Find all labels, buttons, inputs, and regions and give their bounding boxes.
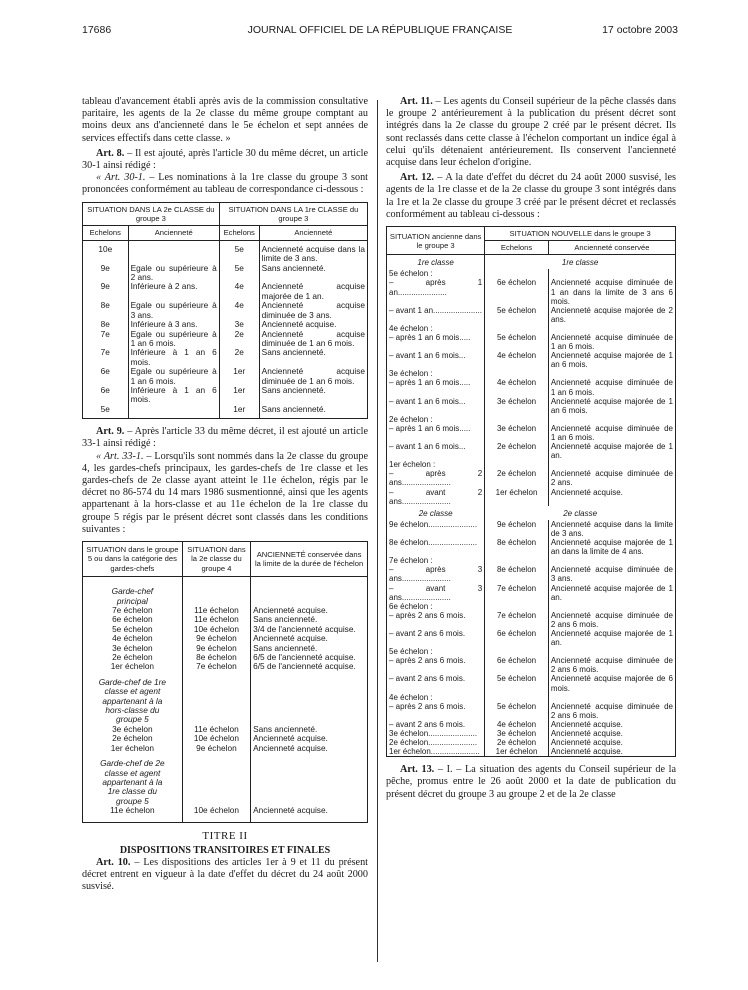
old-situation-cell: 8e échelon...................... [387, 538, 485, 556]
echelon-cell: 4e [219, 301, 259, 320]
col-header: Echelons [485, 241, 549, 255]
col-header: Echelons [83, 226, 129, 240]
table-row [387, 702, 676, 720]
table-row [83, 662, 368, 671]
article-33-1: « Art. 33-1. – Lorsqu'ils sont nommés dans la 2e classe du groupe 4, les gardes-chefs principaux, les gardes-chefs de 1re classe et les gardes-chefs de 2e classe ayant atteint le 11e échelon, régis par le décret no 86-574 du 14 mars 1986 susmentionné, ainsi que les agents appartenant à la hors-classe et au 11e échelon de la 1re classe du groupe 5 régis par le présent décret sont classés dans les conditions suivantes : [82, 450, 368, 535]
paragraph-continuation: tableau d'avancement établi après avis de la commission consultative paritaire, les agents de la 2e classe du même groupe comptant au moins deux ans d'ancienneté dans le 5e échelon et sept années de services effectifs dans cette classe. » [82, 96, 368, 144]
group-title: Garde-chef de 2e classe et agent appartenant à la 1re classe du groupe 5 [83, 753, 183, 806]
situation-cell: 10e échelon [182, 734, 250, 743]
empty-cell [182, 577, 250, 606]
anciennete-cell [128, 240, 219, 263]
table-row [387, 629, 676, 647]
echelon-cell: 3e échelon [485, 729, 549, 738]
table-row [387, 738, 676, 747]
anciennete-cell: Ancienneté acquise. [251, 634, 368, 643]
echelon-cell: 1er [219, 367, 259, 386]
anciennete-cell: Ancienneté acquise dans la limite de 3 ans. [259, 240, 367, 263]
echelon-cell: 9e échelon [485, 520, 549, 538]
anciennete-cell [128, 405, 219, 419]
table-row [83, 672, 368, 725]
echelon-cell: 2e [219, 348, 259, 367]
table-row [83, 405, 368, 419]
anciennete-cell: Inférieure à 1 an 6 mois. [128, 386, 219, 405]
page-number: 17686 [82, 24, 112, 36]
old-situation-cell: 5e échelon : [387, 647, 485, 656]
old-situation-cell: 2e échelon...................... [387, 738, 485, 747]
right-column [386, 96, 676, 801]
group-title: Garde-chef principal [83, 577, 183, 606]
table-row [387, 602, 676, 611]
anciennete-cell [548, 369, 675, 378]
table-row [83, 386, 368, 405]
echelon-cell: 2e échelon [485, 738, 549, 747]
echelon-cell: 1er échelon [485, 747, 549, 757]
echelon-cell: 9e [83, 282, 129, 301]
echelon-cell: 5e [219, 240, 259, 263]
old-situation-cell: – après 2 ans 6 mois. [387, 611, 485, 629]
empty-cell [251, 816, 368, 823]
echelon-cell: 5e [83, 405, 129, 419]
old-situation-cell: – avant 2 ans 6 mois. [387, 674, 485, 692]
situation-cell: 3e échelon [83, 725, 183, 734]
echelon-cell: 4e échelon [485, 378, 549, 396]
empty-cell [83, 816, 183, 823]
anciennete-cell: Egale ou supérieure à 3 ans. [128, 301, 219, 320]
table-row [83, 753, 368, 806]
anciennete-cell: Ancienneté acquise. [251, 744, 368, 753]
table-row [83, 367, 368, 386]
anciennete-cell: Ancienneté acquise. [548, 720, 675, 729]
anciennete-cell: Ancienneté acquise majorée de 1 an. [548, 584, 675, 602]
anciennete-cell: Ancienneté acquise diminuée de 2 ans 6 mois. [548, 611, 675, 629]
situation-cell: 5e échelon [83, 625, 183, 634]
anciennete-cell: Sans ancienneté. [259, 405, 367, 419]
col-header: Echelons [219, 226, 259, 240]
situation-cell: 1er échelon [83, 662, 183, 671]
anciennete-cell: Sans ancienneté. [251, 615, 368, 624]
echelon-cell: 5e échelon [485, 333, 549, 351]
echelon-cell: 3e échelon [485, 397, 549, 415]
class-heading: 1re classe [387, 255, 485, 270]
table-row [387, 324, 676, 333]
anciennete-cell [548, 602, 675, 611]
anciennete-cell: Egale ou supérieure à 1 an 6 mois. [128, 330, 219, 349]
anciennete-cell: Inférieure à 3 ans. [128, 320, 219, 329]
echelon-cell: 8e [83, 301, 129, 320]
echelon-cell: 1er [219, 386, 259, 405]
echelon-cell: 2e échelon [485, 442, 549, 460]
old-situation-cell: – avant 2 ans 6 mois. [387, 720, 485, 729]
anciennete-cell: Ancienneté acquise majorée de 1 an. [548, 629, 675, 647]
anciennete-cell: Ancienneté acquise. [251, 734, 368, 743]
situation-cell: 3e échelon [83, 644, 183, 653]
anciennete-cell: Ancienneté acquise. [259, 320, 367, 329]
group-title: Garde-chef de 1re classe et agent appartenant à la hors-classe du groupe 5 [83, 672, 183, 725]
left-column [82, 96, 368, 894]
echelon-cell [485, 647, 549, 656]
article-10: Art. 10. – Les dispositions des articles 1er à 9 et 11 du présent décret entrent en vigueur à la date d'effet du décret du 24 août 2000 susvisé. [82, 856, 368, 893]
echelon-cell: 3e échelon [485, 424, 549, 442]
anciennete-cell: Ancienneté acquise diminuée de 3 ans. [259, 301, 367, 320]
col-header: Ancienneté conservée [548, 241, 675, 255]
table-row [83, 348, 368, 367]
old-situation-cell: – après 1 an...................... [387, 278, 485, 305]
col-header: SITUATION DANS LA 2e CLASSE du groupe 3 [83, 202, 220, 226]
class-heading: 1re classe [485, 255, 676, 270]
echelon-cell: 5e [219, 264, 259, 283]
echelon-cell [485, 602, 549, 611]
echelon-cell: 6e échelon [485, 656, 549, 674]
table-row [387, 488, 676, 506]
anciennete-cell: Ancienneté acquise. [251, 806, 368, 815]
empty-cell [251, 672, 368, 725]
old-situation-cell: 9e échelon...................... [387, 520, 485, 538]
table-row [387, 369, 676, 378]
anciennete-cell: Ancienneté acquise. [548, 488, 675, 506]
situation-cell: 11e échelon [182, 725, 250, 734]
echelon-cell: 6e échelon [485, 278, 549, 305]
table-row [83, 330, 368, 349]
echelon-cell: 5e échelon [485, 306, 549, 324]
echelon-cell: 4e [219, 282, 259, 301]
anciennete-cell [548, 269, 675, 278]
table-row [387, 611, 676, 629]
table-row [387, 647, 676, 656]
anciennete-cell: Ancienneté acquise majorée de 2 ans. [548, 306, 675, 324]
situation-cell: 2e échelon [83, 653, 183, 662]
anciennete-cell: Ancienneté acquise. [548, 747, 675, 757]
echelon-cell [485, 415, 549, 424]
anciennete-cell [548, 693, 675, 702]
anciennete-cell: Ancienneté acquise majorée de 1 an 6 mois. [548, 351, 675, 369]
table-row [387, 720, 676, 729]
old-situation-cell: – avant 1 an 6 mois... [387, 397, 485, 415]
echelon-cell: 7e [83, 330, 129, 349]
table-row [83, 240, 368, 263]
table-article-12 [386, 226, 676, 757]
empty-cell [182, 816, 250, 823]
article-8: Art. 8. – Il est ajouté, après l'article 30 du même décret, un article 30-1 ainsi rédigé : [82, 147, 369, 172]
anciennete-cell: Sans ancienneté. [259, 348, 367, 367]
anciennete-cell: Ancienneté acquise majorée de 1 an dans la limite de 4 ans. [548, 538, 675, 556]
page-header [82, 24, 678, 40]
anciennete-cell: 3/4 de l'ancienneté acquise. [251, 625, 368, 634]
echelon-cell [485, 324, 549, 333]
table-row [387, 442, 676, 460]
table-row [387, 584, 676, 602]
situation-cell: 2e échelon [83, 734, 183, 743]
col-header: SITUATION dans le groupe 5 ou dans la catégorie des gardes-chefs [83, 541, 183, 576]
old-situation-cell: – avant 2 ans...................... [387, 488, 485, 506]
empty-cell [182, 753, 250, 806]
old-situation-cell: 5e échelon : [387, 269, 485, 278]
old-situation-cell: – après 2 ans...................... [387, 469, 485, 487]
anciennete-cell: 6/5 de l'ancienneté acquise. [251, 662, 368, 671]
situation-cell: 8e échelon [182, 653, 250, 662]
anciennete-cell: Ancienneté acquise diminuée de 1 an 6 mois. [548, 424, 675, 442]
table-row [387, 424, 676, 442]
class-heading: 2e classe [485, 506, 676, 520]
situation-cell: 9e échelon [182, 644, 250, 653]
echelon-cell: 3e [219, 320, 259, 329]
old-situation-cell: – avant 1 an 6 mois... [387, 351, 485, 369]
situation-cell: 10e échelon [182, 625, 250, 634]
anciennete-cell: Ancienneté acquise. [251, 606, 368, 615]
anciennete-cell: Ancienneté acquise dans la limite de 3 ans. [548, 520, 675, 538]
echelon-cell: 1er échelon [485, 488, 549, 506]
table-row [387, 506, 676, 520]
table-row [387, 693, 676, 702]
table-row [387, 469, 676, 487]
anciennete-cell: Ancienneté acquise diminuée de 1 an dans la limite de 3 ans 6 mois. [548, 278, 675, 305]
table-row [387, 378, 676, 396]
situation-cell: 11e échelon [83, 806, 183, 815]
anciennete-cell [548, 324, 675, 333]
anciennete-cell: Ancienneté acquise diminuée de 2 ans. [548, 469, 675, 487]
situation-cell: 6e échelon [83, 615, 183, 624]
anciennete-cell: Ancienneté acquise majorée de 1 an 6 mois. [548, 397, 675, 415]
situation-cell: 10e échelon [182, 806, 250, 815]
anciennete-cell: Ancienneté acquise diminuée de 1 an 6 mois. [259, 330, 367, 349]
title-titre-ii: TITRE II [202, 829, 248, 842]
situation-cell: 9e échelon [182, 744, 250, 753]
old-situation-cell: – après 1 an 6 mois..... [387, 378, 485, 396]
col-header: SITUATION ancienne dans le groupe 3 [387, 227, 485, 255]
echelon-cell [485, 269, 549, 278]
old-situation-cell: 1er échelon : [387, 460, 485, 469]
old-situation-cell: – après 1 an 6 mois..... [387, 424, 485, 442]
echelon-cell: 6e [83, 367, 129, 386]
echelon-cell: 6e [83, 386, 129, 405]
echelon-cell: 9e [83, 264, 129, 283]
old-situation-cell: – avant 1 an 6 mois... [387, 442, 485, 460]
echelon-cell [485, 460, 549, 469]
situation-cell: 11e échelon [182, 606, 250, 615]
echelon-cell [485, 693, 549, 702]
subtitle-dispositions: DISPOSITIONS TRANSITOIRES ET FINALES [119, 844, 331, 856]
table-30-1 [82, 202, 368, 420]
empty-cell [182, 672, 250, 725]
table-row [83, 282, 368, 301]
anciennete-cell: Inférieure à 1 an 6 mois. [128, 348, 219, 367]
table-row [387, 306, 676, 324]
echelon-cell: 2e [219, 330, 259, 349]
old-situation-cell: 4e échelon : [387, 324, 485, 333]
anciennete-cell: Ancienneté acquise diminuée de 2 ans 6 mois. [548, 702, 675, 720]
anciennete-cell: Ancienneté acquise diminuée de 1 an 6 mois. [548, 333, 675, 351]
table-row [387, 269, 676, 278]
anciennete-cell: Ancienneté acquise diminuée de 3 ans. [548, 565, 675, 583]
echelon-cell: 5e échelon [485, 674, 549, 692]
anciennete-cell: 6/5 de l'ancienneté acquise. [251, 653, 368, 662]
journal-title: JOURNAL OFFICIEL DE LA RÉPUBLIQUE FRANÇAISE [247, 24, 513, 36]
echelon-cell: 5e échelon [485, 702, 549, 720]
table-row [387, 538, 676, 556]
anciennete-cell [548, 647, 675, 656]
table-row [83, 264, 368, 283]
table-row [387, 656, 676, 674]
old-situation-cell: 7e échelon : [387, 556, 485, 565]
empty-cell [251, 753, 368, 806]
anciennete-cell: Ancienneté acquise diminuée de 2 ans 6 mois. [548, 656, 675, 674]
anciennete-cell: Sans ancienneté. [259, 264, 367, 283]
old-situation-cell: 4e échelon : [387, 693, 485, 702]
old-situation-cell: – avant 1 an...................... [387, 306, 485, 324]
anciennete-cell: Ancienneté acquise majorée de 1 an. [259, 282, 367, 301]
table-row [83, 577, 368, 606]
table-row [387, 565, 676, 583]
table-row [387, 556, 676, 565]
col-header: SITUATION DANS LA 1re CLASSE du groupe 3 [219, 202, 367, 226]
echelon-cell: 2e échelon [485, 469, 549, 487]
situation-cell: 7e échelon [182, 662, 250, 671]
col-header: ANCIENNETÉ conservée dans la limite de la durée de l'échelon [251, 541, 368, 576]
old-situation-cell: – après 3 ans...................... [387, 565, 485, 583]
table-row [387, 520, 676, 538]
old-situation-cell: 3e échelon : [387, 369, 485, 378]
anciennete-cell [548, 556, 675, 565]
anciennete-cell: Egale ou supérieure à 1 an 6 mois. [128, 367, 219, 386]
echelon-cell: 8e [83, 320, 129, 329]
anciennete-cell: Ancienneté acquise. [548, 738, 675, 747]
col-header: SITUATION NOUVELLE dans le groupe 3 [485, 227, 676, 241]
echelon-cell [485, 556, 549, 565]
echelon-cell: 7e [83, 348, 129, 367]
anciennete-cell: Ancienneté acquise. [548, 729, 675, 738]
echelon-cell: 8e échelon [485, 565, 549, 583]
anciennete-cell: Ancienneté acquise diminuée de 1 an 6 mois. [259, 367, 367, 386]
anciennete-cell [548, 415, 675, 424]
anciennete-cell: Ancienneté acquise majorée de 1 an. [548, 442, 675, 460]
echelon-cell [485, 369, 549, 378]
table-row [83, 816, 368, 823]
table-row [387, 278, 676, 305]
situation-cell: 1er échelon [83, 744, 183, 753]
table-row [387, 397, 676, 415]
echelon-cell: 7e échelon [485, 611, 549, 629]
anciennete-cell: Sans ancienneté. [259, 386, 367, 405]
old-situation-cell: 1er échelon...................... [387, 747, 485, 757]
echelon-cell: 8e échelon [485, 538, 549, 556]
table-row [387, 255, 676, 270]
table-33-1 [82, 541, 368, 823]
table-row [387, 747, 676, 757]
article-13: Art. 13. – I. – La situation des agents du Conseil supérieur de la pêche, promus entre le 26 août 2000 et la date de publication du présent décret du groupe 3 au groupe 2 et de la 2e classe [386, 764, 676, 800]
class-heading: 2e classe [387, 506, 485, 520]
col-header: Ancienneté [128, 226, 219, 240]
old-situation-cell: – après 1 an 6 mois..... [387, 333, 485, 351]
table-row [387, 333, 676, 351]
anciennete-cell: Sans ancienneté. [251, 644, 368, 653]
echelon-cell: 1er [219, 405, 259, 419]
anciennete-cell: Sans ancienneté. [251, 725, 368, 734]
col-header: Ancienneté [259, 226, 367, 240]
anciennete-cell: Ancienneté acquise majorée de 6 mois. [548, 674, 675, 692]
article-9: Art. 9. – Après l'article 33 du même décret, il est ajouté un article 33-1 ainsi rédigé : [82, 426, 368, 450]
table-row [387, 729, 676, 738]
old-situation-cell: – avant 2 ans 6 mois. [387, 629, 485, 647]
anciennete-cell [548, 460, 675, 469]
col-header: SITUATION dans la 2e classe du groupe 4 [182, 541, 250, 576]
article-11: Art. 11. – Les agents du Conseil supérieur de la pêche classés dans le groupe 2 antérieurement à la publication du présent décret sont intégrés dans la 2e classe du groupe 2 créé par le présent décret. Ils sont reclassés dans cette classe à l'échelon comportant un indice égal à celui qu'ils détenaient antérieurement. Ils conservent l'ancienneté acquise dans leur échelon d'origine. [386, 96, 676, 169]
table-row [83, 806, 368, 815]
situation-cell: 11e échelon [182, 615, 250, 624]
situation-cell: 4e échelon [83, 634, 183, 643]
table-row [387, 674, 676, 692]
anciennete-cell: Inférieure à 2 ans. [128, 282, 219, 301]
old-situation-cell: – après 2 ans 6 mois. [387, 656, 485, 674]
table-row [387, 415, 676, 424]
article-30-1: « Art. 30-1. – Les nominations à la 1re classe du groupe 3 sont prononcées conformément au tableau de correspondance ci-dessous : [82, 172, 368, 196]
echelon-cell: 6e échelon [485, 629, 549, 647]
situation-cell: 7e échelon [83, 606, 183, 615]
situation-cell: 9e échelon [182, 634, 250, 643]
echelon-cell: 4e échelon [485, 351, 549, 369]
table-row [387, 351, 676, 369]
echelon-cell: 7e échelon [485, 584, 549, 602]
old-situation-cell: – après 2 ans 6 mois. [387, 702, 485, 720]
echelon-cell: 4e échelon [485, 720, 549, 729]
anciennete-cell: Ancienneté acquise diminuée de 1 an 6 mois. [548, 378, 675, 396]
table-row [83, 744, 368, 753]
table-row [387, 460, 676, 469]
article-12: Art. 12. – A la date d'effet du décret du 24 août 2000 susvisé, les agents de la 1re classe et de la 2e classe du groupe 3 sont intégrés dans la 1re et la 2e classe du groupe 3 créé par le présent décret et reclassés conformément au tableau ci-dessous : [386, 172, 676, 220]
empty-cell [251, 577, 368, 606]
column-divider [377, 100, 378, 962]
echelon-cell: 10e [83, 240, 129, 263]
anciennete-cell: Egale ou supérieure à 2 ans. [128, 264, 219, 283]
issue-date: 17 octobre 2003 [602, 24, 678, 36]
old-situation-cell: 3e échelon...................... [387, 729, 485, 738]
old-situation-cell: 6e échelon : [387, 602, 485, 611]
old-situation-cell: – avant 3 ans...................... [387, 584, 485, 602]
old-situation-cell: 2e échelon : [387, 415, 485, 424]
table-row [83, 301, 368, 320]
